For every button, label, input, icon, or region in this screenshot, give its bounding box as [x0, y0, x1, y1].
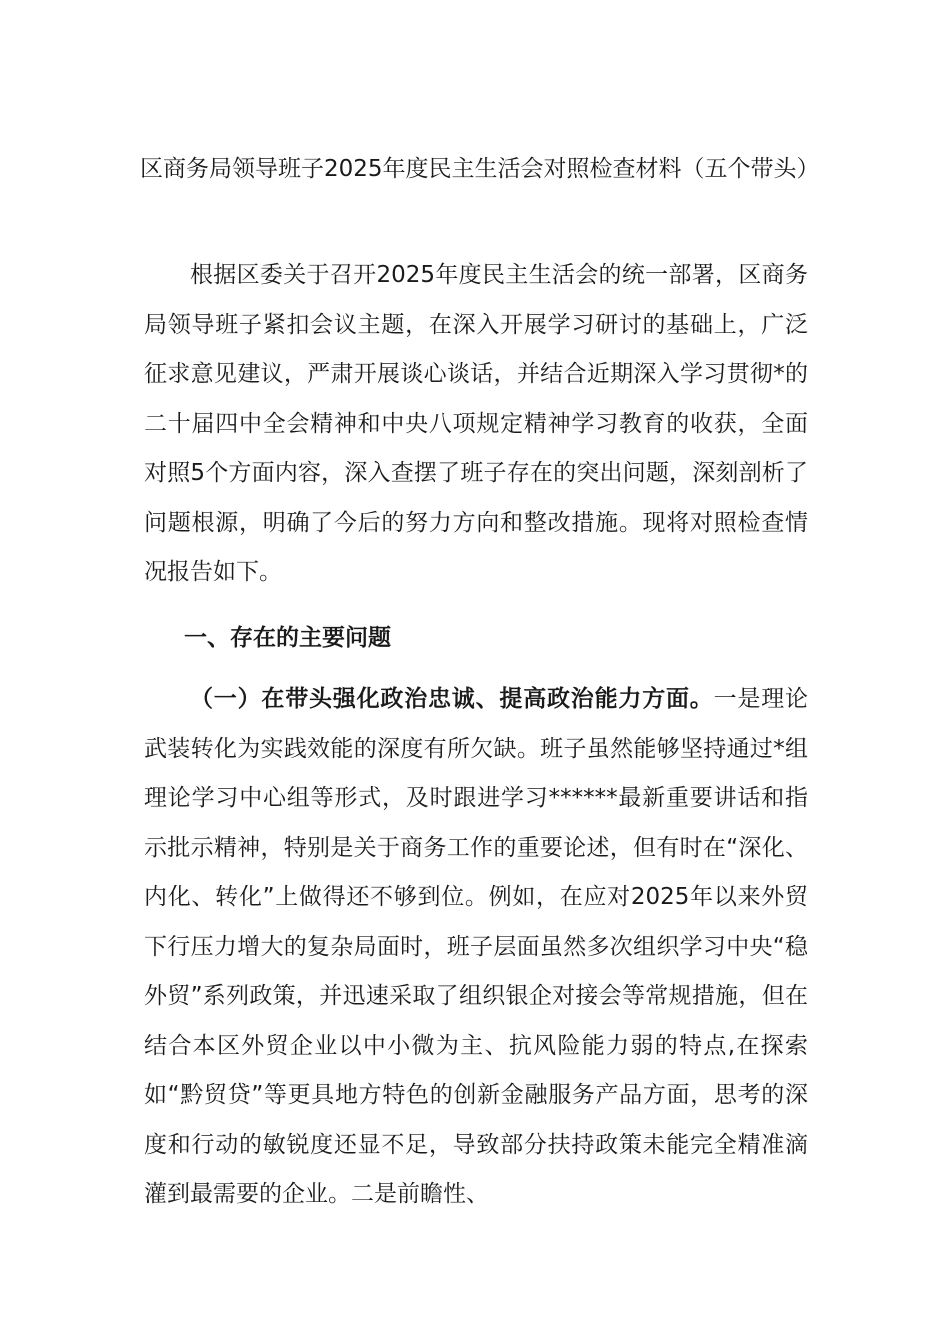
- subsection-lead: （一）在带头强化政治忠诚、提高政治能力方面。: [190, 686, 714, 712]
- subsection-text: 一是理论武装转化为实践效能的深度有所欠缺。班子虽然能够坚持通过*组理论学习中心组等形式，及时跟进学习******最新重要讲话和指示批示精神，特别是关于商务工作的重要论述，但有时在“深化、内化、转化”上做得还不够到位。例如，在应对2025年以来外贸下行压力增大的复杂局面时，班子层面虽然多次组织学习中央“稳外贸”系列政策，并迅速采取了组织银企对接会等常规措施，但在结合本区外贸企业以中小微为主、抗风险能力弱的特点,在探索如“黔贸贷”等更具地方特色的创新金融服务产品方面，思考的深度和行动的敏锐度还显不足，导致部分扶持政策未能完全精准滴灌到最需要的企业。二是前瞻性、: [144, 686, 809, 1207]
- section-heading: 一、存在的主要问题: [184, 625, 391, 651]
- subsection-paragraph: [144, 675, 808, 1220]
- intro-paragraph: 根据区委关于召开2025年度民主生活会的统一部署，区商务局领导班子紧扣会议主题，在深入开展学习研讨的基础上，广泛征求意见建议，严肃开展谈心谈话，并结合近期深入学习贯彻*的二十届四中全会精神和中央八项规定精神学习教育的收获，全面对照5个方面内容，深入查摆了班子存在的突出问题，深刻剖析了问题根源，明确了今后的努力方向和整改措施。现将对照检查情况报告如下。: [144, 262, 808, 585]
- document-title: 区商务局领导班子2025年度民主生活会对照检查材料（五个带头）: [140, 156, 820, 182]
